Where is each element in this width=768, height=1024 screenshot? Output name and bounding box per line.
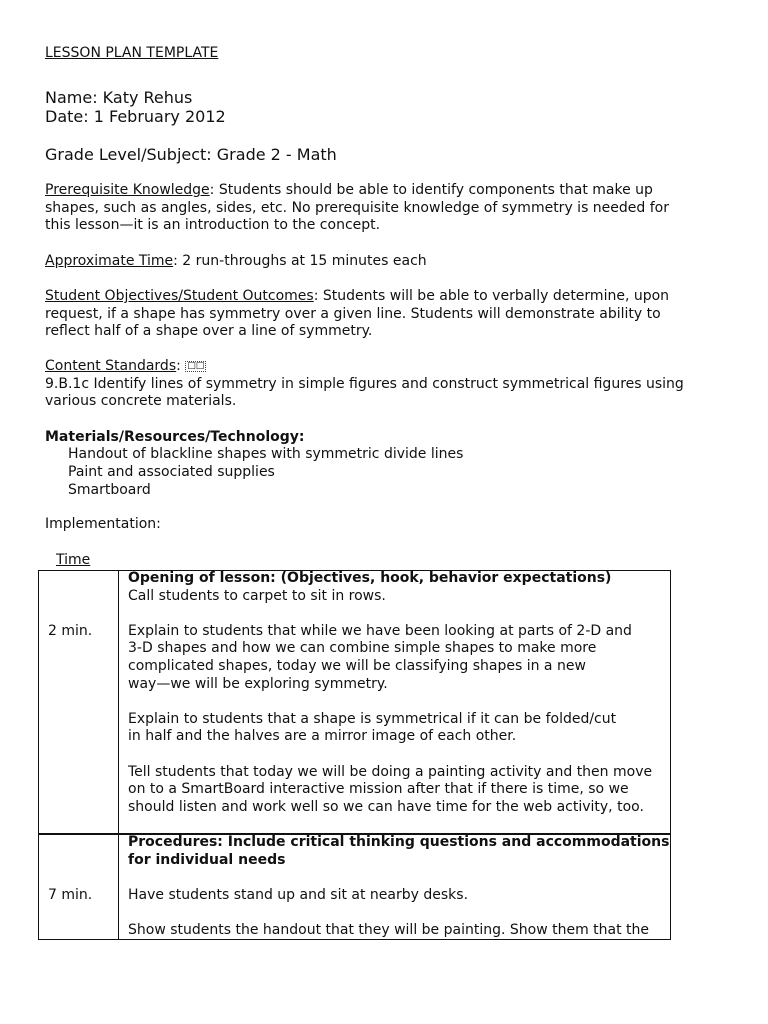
prerequisite-line-3: this lesson—it is an introduction to the concept. [45, 217, 381, 234]
content-standards-colon: : [176, 358, 186, 374]
table-row-1-text: on to a SmartBoard interactive mission after that if there is time, so we [128, 781, 629, 798]
approximate-time-text: : 2 run-throughs at 15 minutes each [173, 253, 427, 269]
table-row-1-text: way—we will be exploring symmetry. [128, 675, 388, 692]
table-row-1-text: Explain to students that while we have been looking at parts of 2-D and [128, 622, 632, 639]
materials-item: Smartboard [68, 482, 151, 498]
grade-subject-line: Grade Level/Subject: Grade 2 - Math [45, 145, 337, 164]
content-standards-line-2: various concrete materials. [45, 393, 237, 410]
date-line: Date: 1 February 2012 [45, 107, 226, 126]
materials-item: Handout of blackline shapes with symmetric divide lines [68, 446, 464, 462]
table-row-2-heading: for individual needs [128, 851, 286, 868]
table-row-1-text: Call students to carpet to sit in rows. [128, 587, 386, 604]
approximate-time-section [45, 253, 745, 271]
table-border-right [670, 834, 671, 940]
table-row-1-time: 2 min. [48, 623, 93, 639]
table-row-2-text: Have students stand up and sit at nearby desks. [128, 886, 469, 903]
content-standards-label: Content Standards [45, 358, 177, 374]
content-standards-line-1: 9.B.1c Identify lines of symmetry in simple figures and construct symmetrical figures using [45, 375, 684, 392]
document-title: LESSON PLAN TEMPLATE [45, 45, 219, 61]
prerequisite-line-1: : Students should be able to identify components that make up [209, 182, 653, 198]
table-row-2-content [128, 834, 669, 940]
approximate-time-label: Approximate Time [45, 253, 174, 269]
table-row-1-content [128, 570, 652, 816]
table-row-1-text: Tell students that today we will be doing a painting activity and then move [128, 763, 653, 780]
table-row-1-text: complicated shapes, today we will be classifying shapes in a new [128, 657, 586, 674]
prerequisite-line-2: shapes, such as angles, sides, etc. No prerequisite knowledge of symmetry is needed for [45, 199, 669, 216]
prerequisite-label: Prerequisite Knowledge [45, 182, 210, 198]
time-column-header: Time [56, 552, 91, 568]
table-row-1-text: in half and the halves are a mirror image of each other. [128, 728, 517, 745]
table-row-1-text: should listen and work well so we can have time for the web activity, too. [128, 798, 644, 815]
objectives-line-2: request, if a shape has symmetry over a given line. Students will demonstrate ability to [45, 305, 661, 322]
materials-heading: Materials/Resources/Technology: [45, 429, 305, 445]
materials-item: Paint and associated supplies [68, 464, 275, 480]
unknown-symbol-icon: □□ [187, 361, 205, 371]
table-border-left [38, 570, 39, 940]
objectives-line-1: : Students will be able to verbally determine, upon [313, 288, 670, 304]
prerequisite-section [45, 182, 745, 235]
content-standards-section [45, 358, 745, 411]
table-column-divider [118, 570, 119, 940]
objectives-label: Student Objectives/Student Outcomes [45, 288, 314, 304]
table-row-1-heading: Opening of lesson: (Objectives, hook, behavior expectations) [128, 570, 612, 586]
table-row-2-heading: Procedures: Include critical thinking questions and accommodations [128, 834, 670, 850]
objectives-section [45, 288, 745, 341]
implementation-label: Implementation: [45, 516, 161, 532]
table-row-1-text: 3-D shapes and how we can combine simple shapes to make more [128, 640, 597, 657]
table-row-1-text: Explain to students that a shape is symmetrical if it can be folded/cut [128, 710, 617, 727]
objectives-line-3: reflect half of a shape over a line of symmetry. [45, 323, 373, 340]
table-border-right [670, 570, 671, 834]
name-line: Name: Katy Rehus [45, 88, 193, 107]
table-row-2-time: 7 min. [48, 887, 93, 903]
implementation-table [38, 570, 671, 940]
table-row-2-text: Show students the handout that they will be painting. Show them that the [128, 921, 650, 938]
